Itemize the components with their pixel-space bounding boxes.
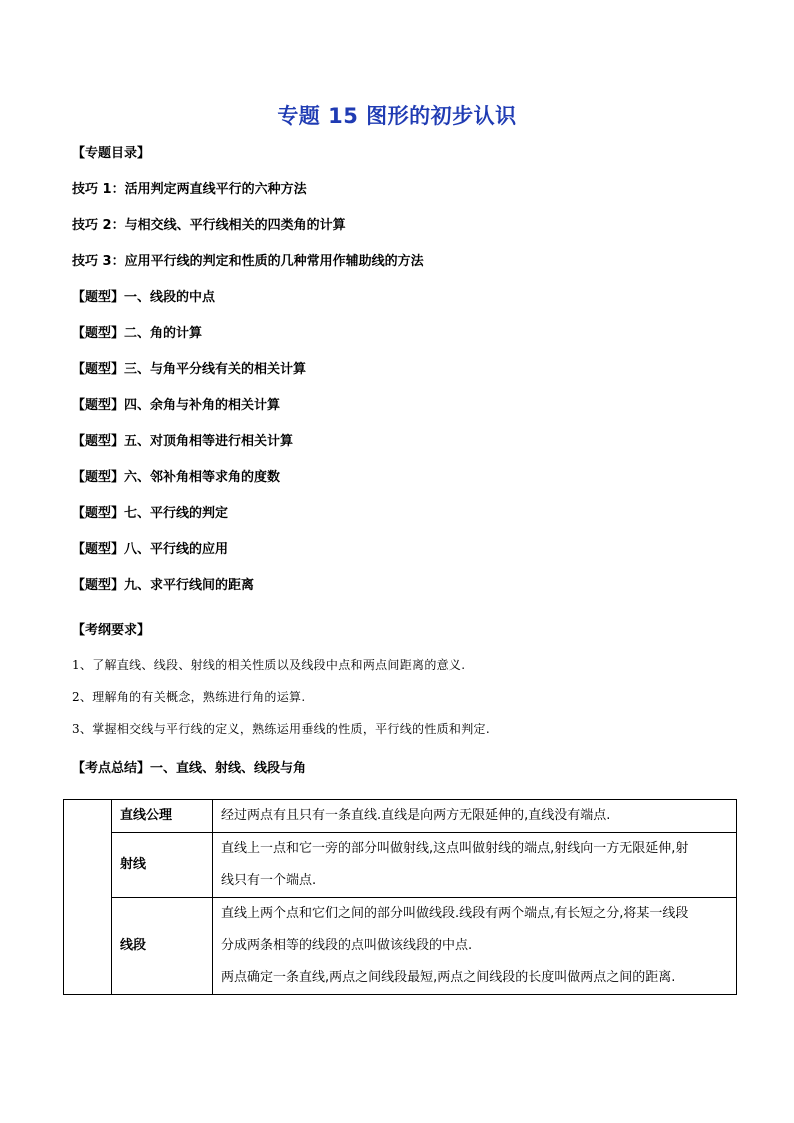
type-item: 【题型】四、余角与补角的相关计算 <box>72 398 281 413</box>
definition-cell <box>213 898 737 995</box>
concept-table <box>63 799 737 995</box>
skill-item: 技巧 3：应用平行线的判定和性质的几种常用作辅助线的方法 <box>72 254 424 269</box>
table-blank-cell <box>64 800 112 995</box>
requirement-item: 3、掌握相交线与平行线的定义，熟练运用垂线的性质，平行线的性质和判定. <box>72 722 490 736</box>
type-item: 【题型】九、求平行线间的距离 <box>72 578 255 593</box>
term-cell: 线段 <box>112 898 213 995</box>
requirement-item: 1、了解直线、线段、射线的相关性质以及线段中点和两点间距离的意义. <box>72 658 466 672</box>
definition-cell <box>213 833 737 898</box>
type-item: 【题型】二、角的计算 <box>72 326 203 341</box>
term-cell: 直线公理 <box>112 800 213 833</box>
type-item: 【题型】一、线段的中点 <box>72 290 216 305</box>
toc-heading: 【专题目录】 <box>72 146 151 161</box>
type-item: 【题型】六、邻补角相等求角的度数 <box>72 470 281 485</box>
type-item: 【题型】三、与角平分线有关的相关计算 <box>72 362 307 377</box>
skill-item: 技巧 1：活用判定两直线平行的六种方法 <box>72 182 307 197</box>
type-item: 【题型】五、对顶角相等进行相关计算 <box>72 434 294 449</box>
type-item: 【题型】八、平行线的应用 <box>72 542 229 557</box>
type-item: 【题型】七、平行线的判定 <box>72 506 229 521</box>
table-row <box>64 898 737 995</box>
requirement-item: 2、理解角的有关概念，熟练进行角的运算. <box>72 690 306 704</box>
page-title: 专题 15 图形的初步认识 <box>277 104 517 128</box>
summary-heading: 【考点总结】一、直线、射线、线段与角 <box>72 761 307 776</box>
definition-line: 分成两条相等的线段的点叫做该线段的中点. <box>221 938 473 953</box>
requirements-heading: 【考纲要求】 <box>72 623 151 638</box>
definition-line: 直线上两个点和它们之间的部分叫做线段.线段有两个端点,有长短之分,将某一线段 <box>221 906 689 921</box>
definition-cell <box>213 800 737 833</box>
definition-line: 直线上一点和它一旁的部分叫做射线,这点叫做射线的端点,射线向一方无限延伸,射 <box>221 841 689 856</box>
term-cell: 射线 <box>112 833 213 898</box>
table-row <box>64 800 737 833</box>
definition-line: 线只有一个端点. <box>221 873 317 888</box>
skill-item: 技巧 2：与相交线、平行线相关的四类角的计算 <box>72 218 346 233</box>
table-row <box>64 833 737 898</box>
definition-line: 经过两点有且只有一条直线.直线是向两方无限延伸的,直线没有端点. <box>221 808 611 823</box>
definition-line: 两点确定一条直线,两点之间线段最短,两点之间线段的长度叫做两点之间的距离. <box>221 970 676 985</box>
